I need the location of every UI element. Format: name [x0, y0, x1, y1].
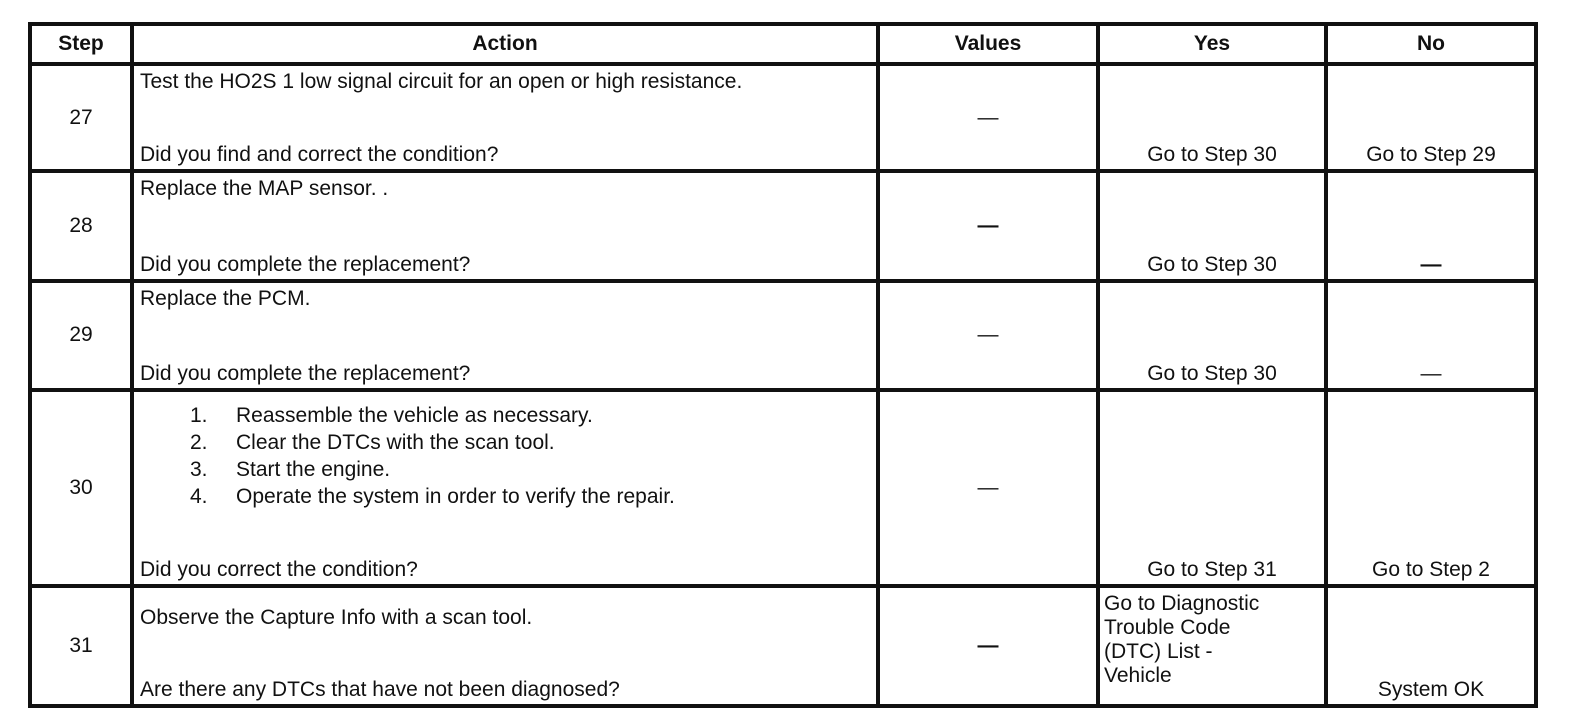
table-row [30, 64, 1536, 171]
action-instruction: Test the HO2S 1 low signal circuit for an open or high resistance. [140, 70, 743, 93]
list-item-number: 2. [190, 431, 208, 455]
yes-result-line: (DTC) List - [1104, 640, 1213, 664]
header-yes: Yes [1098, 24, 1326, 64]
list-item [190, 402, 675, 429]
action-content [134, 283, 876, 388]
no-result: Go to Step 2 [1372, 558, 1490, 582]
list-item-text: Clear the DTCs with the scan tool. [236, 431, 555, 455]
action-cell [132, 390, 878, 586]
list-item [190, 483, 675, 510]
yes-result: Go to Step 31 [1147, 558, 1277, 582]
action-question: Did you complete the replacement? [140, 362, 471, 386]
action-instruction: Replace the MAP sensor. . [140, 177, 389, 201]
action-question: Did you find and correct the condition? [140, 143, 499, 167]
action-cell [132, 281, 878, 390]
no-result: — [1420, 362, 1442, 386]
yes-result-line: Go to Diagnostic [1104, 592, 1260, 616]
list-item-text: Operate the system in order to verify the repair. [236, 485, 675, 509]
no-cell [1326, 281, 1536, 390]
step-number: 28 [30, 171, 132, 280]
yes-cell [1098, 171, 1326, 280]
no-cell [1326, 586, 1536, 706]
list-item [190, 456, 675, 483]
action-cell [132, 171, 878, 280]
header-no: No [1326, 24, 1536, 64]
step-number: 30 [30, 390, 132, 586]
table-row [30, 390, 1536, 586]
yes-result: Go to Step 30 [1147, 252, 1277, 276]
step-number: 29 [30, 281, 132, 390]
list-item-text: Start the engine. [236, 458, 391, 482]
table-row [30, 586, 1536, 706]
action-instruction: Replace the PCM. [140, 286, 311, 310]
yes-cell [1098, 390, 1326, 586]
step-number: 31 [30, 586, 132, 706]
no-result: System OK [1377, 678, 1485, 701]
action-cell [132, 64, 878, 171]
yes-cell [1098, 586, 1326, 706]
values-cell: — [878, 281, 1098, 390]
header-step: Step [30, 24, 132, 64]
action-question: Did you complete the replacement? [140, 252, 471, 276]
no-cell [1326, 64, 1536, 171]
yes-result-line: Trouble Code [1104, 616, 1231, 640]
yes-cell [1098, 281, 1326, 390]
step-number: 27 [30, 64, 132, 171]
action-content [134, 66, 876, 169]
header-values: Values [878, 24, 1098, 64]
action-steps-list [190, 402, 675, 510]
no-cell [1326, 390, 1536, 586]
action-content [134, 392, 876, 584]
yes-result-line: Vehicle [1104, 664, 1172, 688]
action-question: Did you correct the condition? [140, 558, 418, 582]
action-question: Are there any DTCs that have not been diagnosed? [140, 678, 620, 701]
header-action: Action [132, 24, 878, 64]
yes-cell [1098, 64, 1326, 171]
list-item [190, 429, 675, 456]
values-cell: — [878, 586, 1098, 706]
values-cell: — [878, 64, 1098, 171]
table-row [30, 281, 1536, 390]
no-cell [1326, 171, 1536, 280]
diagnostic-table [28, 22, 1538, 708]
diagnostic-table-container [28, 22, 1534, 708]
no-result: — [1420, 252, 1442, 276]
list-item-text: Reassemble the vehicle as necessary. [236, 404, 593, 428]
yes-result: Go to Step 30 [1147, 143, 1277, 167]
table-row [30, 171, 1536, 280]
action-instruction: Observe the Capture Info with a scan tool. [140, 606, 533, 630]
action-cell [132, 586, 878, 706]
list-item-number: 1. [190, 404, 208, 428]
yes-result [1104, 592, 1259, 688]
list-item-number: 4. [190, 485, 208, 509]
action-content [134, 173, 876, 278]
action-content [134, 588, 876, 704]
values-cell: — [878, 171, 1098, 280]
values-cell: — [878, 390, 1098, 586]
list-item-number: 3. [190, 458, 208, 482]
yes-result: Go to Step 30 [1147, 362, 1277, 386]
no-result: Go to Step 29 [1366, 143, 1496, 167]
table-header-row [30, 24, 1536, 64]
